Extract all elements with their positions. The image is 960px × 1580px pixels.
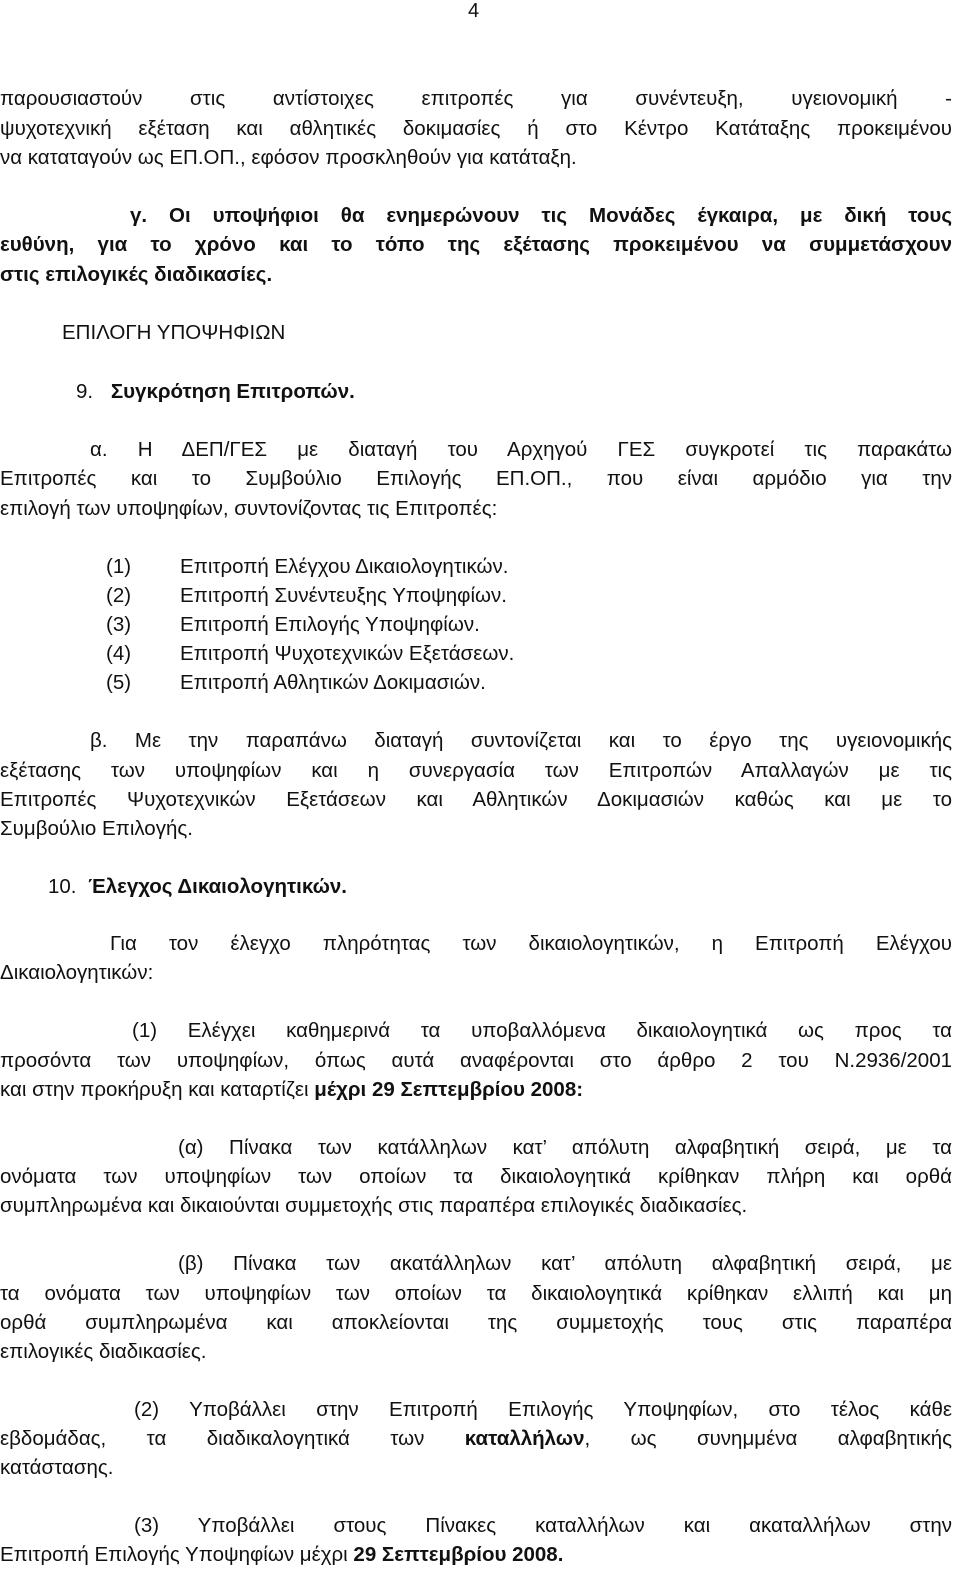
committee-name: Επιτροπή Ελέγχου Δικαιολογητικών. bbox=[180, 555, 509, 578]
item-10-title: Έλεγχος Δικαιολογητικών. bbox=[88, 875, 348, 898]
committee-number: (2) bbox=[106, 584, 132, 607]
para-alpha-line-2: ονόματα των υποψηφίων των οποίων τα δικαιολογητικά κρίθηκαν πλήρη και ορθά bbox=[0, 1165, 952, 1188]
para-10-2-bold-word: καταλλήλων bbox=[464, 1427, 585, 1450]
para-10-2-line-1: (2) Υποβάλλει στην Επιτροπή Επιλογής Υποψηφίων, στο τέλος κάθε bbox=[134, 1398, 952, 1421]
para-b-line-1: β. Με την παραπάνω διαταγή συντονίζεται και το έργο της υγειονομικής bbox=[90, 729, 952, 752]
para-beta-line-2: τα ονόματα των υποψηφίων των οποίων τα δικαιολογητικά κρίθηκαν ελλιπή και μη bbox=[0, 1282, 952, 1305]
para-10-1-line-2: προσόντα των υποψηφίων, όπως αυτά αναφέρονται στο άρθρο 2 του Ν.2936/2001 bbox=[0, 1049, 952, 1072]
committee-item-2 bbox=[106, 583, 952, 609]
committee-name: Επιτροπή Επιλογής Υποψηφίων. bbox=[180, 613, 480, 636]
section-heading: ΕΠΙΛΟΓΗ ΥΠΟΨΗΦΙΩΝ bbox=[62, 321, 286, 344]
committee-number: (1) bbox=[106, 555, 132, 578]
item-9-title: Συγκρότηση Επιτροπών. bbox=[110, 380, 355, 403]
para-alpha-line-1: (α) Πίνακα των κατάλληλων κατ’ απόλυτη αλφαβητική σειρά, με τα bbox=[178, 1136, 952, 1159]
para-beta-line-4: επιλογικές διαδικασίες. bbox=[0, 1340, 207, 1363]
committee-number: (5) bbox=[106, 671, 132, 694]
para-10-2-line-2-start: εβδομάδας, τα διαδικαλογητικά των bbox=[0, 1427, 465, 1450]
para-10-intro-line-2: Δικαιολογητικών: bbox=[0, 961, 154, 984]
committee-name: Επιτροπή Αθλητικών Δοκιμασιών. bbox=[180, 671, 486, 694]
item-9-heading bbox=[76, 379, 952, 405]
committee-item-3 bbox=[106, 612, 952, 638]
intro-line-1: παρουσιαστούν στις αντίστοιχες επιτροπές για συνέντευξη, υγειονομική - bbox=[0, 87, 952, 110]
para-10-1-line-1: (1) Ελέγχει καθημερινά τα υποβαλλόμενα δικαιολογητικά ως προς τα bbox=[132, 1019, 952, 1042]
para-10-intro-line-1: Για τον έλεγχο πληρότητας των δικαιολογητικών, η Επιτροπή Ελέγχου bbox=[110, 932, 952, 955]
item-10-heading bbox=[48, 874, 952, 900]
committee-name: Επιτροπή Συνέντευξης Υποψηφίων. bbox=[180, 584, 507, 607]
para-10-3-line-1: (3) Υποβάλλει στους Πίνακες καταλλήλων και ακαταλλήλων στην bbox=[134, 1514, 952, 1537]
intro-line-3: να καταταγούν ως ΕΠ.ΟΠ., εφόσον προσκληθούν για κατάταξη. bbox=[0, 146, 577, 169]
committee-number: (3) bbox=[106, 613, 132, 636]
para-10-2-line-2-end: , ως συνημμένα αλφαβητικής bbox=[584, 1427, 952, 1450]
intro-line-2: ψυχοτεχνική εξέταση και αθλητικές δοκιμασίες ή στο Κέντρο Κατάταξης προκειμένου bbox=[0, 117, 952, 140]
page-number: 4 bbox=[468, 0, 480, 22]
committee-item-4 bbox=[106, 641, 952, 667]
para-g-line-3: στις επιλογικές διαδικασίες. bbox=[0, 263, 273, 286]
para-beta-line-3: ορθά συμπληρωμένα και αποκλείονται της συμμετοχής τους στις παραπέρα bbox=[0, 1311, 952, 1334]
committee-name: Επιτροπή Ψυχοτεχνικών Εξετάσεων. bbox=[180, 642, 515, 665]
para-b-line-4: Συμβούλιο Επιλογής. bbox=[0, 817, 193, 840]
para-10-3-line-2-text: Επιτροπή Επιλογής Υποψηφίων μέχρι bbox=[0, 1543, 354, 1566]
para-a-line-2: Επιτροπές και το Συμβούλιο Επιλογής ΕΠ.ΟΠ., που είναι αρμόδιο για την bbox=[0, 467, 952, 490]
item-10-number: 10. bbox=[48, 875, 77, 898]
para-10-2-line-3: κατάστασης. bbox=[0, 1456, 114, 1479]
committee-item-1 bbox=[106, 554, 952, 580]
para-10-2-line-2 bbox=[0, 1426, 952, 1452]
para-10-1-line-3 bbox=[0, 1077, 952, 1103]
item-9-number: 9. bbox=[76, 380, 94, 403]
para-b-line-3: Επιτροπές Ψυχοτεχνικών Εξετάσεων και Αθλητικών Δοκιμασιών καθώς και με το bbox=[0, 788, 952, 811]
para-a-line-3: επιλογή των υποψηφίων, συντονίζοντας τις Επιτροπές: bbox=[0, 497, 498, 520]
para-g-line-2: ευθύνη, για το χρόνο και το τόπο της εξέτασης προκειμένου να συμμετάσχουν bbox=[0, 233, 952, 256]
para-10-3-line-2 bbox=[0, 1542, 952, 1568]
committee-item-5 bbox=[106, 670, 952, 696]
deadline-date: μέχρι 29 Σεπτεμβρίου 2008: bbox=[314, 1078, 584, 1101]
para-alpha-line-3: συμπληρωμένα και δικαιούνται συμμετοχής στις παραπέρα επιλογικές διαδικασίες. bbox=[0, 1194, 748, 1217]
para-a-line-1: α. Η ΔΕΠ/ΓΕΣ με διαταγή του Αρχηγού ΓΕΣ συγκροτεί τις παρακάτω bbox=[90, 438, 952, 461]
para-10-1-line-3-text: και στην προκήρυξη και καταρτίζει bbox=[0, 1078, 315, 1101]
para-b-line-2: εξέτασης των υποψηφίων και η συνεργασία των Επιτροπών Απαλλαγών με τις bbox=[0, 759, 952, 782]
para-g-line-1: γ. Οι υποψήφιοι θα ενημερώνουν τις Μονάδες έγκαιρα, με δική τους bbox=[130, 204, 952, 227]
committee-number: (4) bbox=[106, 642, 132, 665]
para-beta-line-1: (β) Πίνακα των ακατάλληλων κατ’ απόλυτη αλφαβητική σειρά, με bbox=[178, 1252, 952, 1275]
final-deadline-date: 29 Σεπτεμβρίου 2008. bbox=[353, 1543, 564, 1566]
